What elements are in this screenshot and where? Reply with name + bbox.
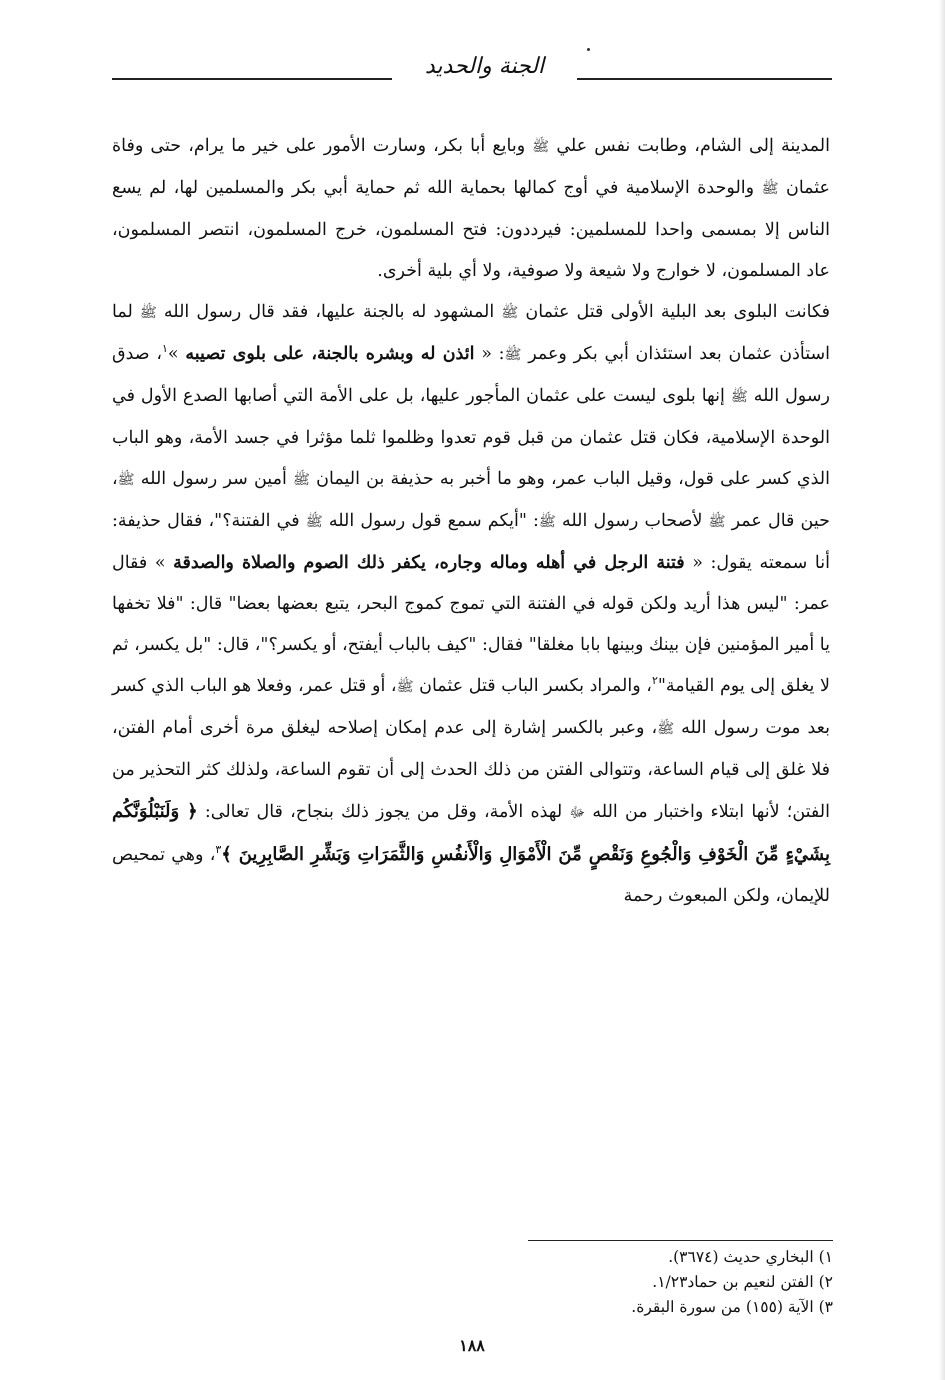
text-segment: ، حين قال عمر [112, 469, 830, 531]
paragraph-1 [112, 126, 830, 292]
footnote-ref-3[interactable]: ٣ [215, 843, 222, 857]
text-segment: ، والمراد بكسر الباب قتل عثمان [419, 676, 652, 696]
honorific-glyph: ﷺ [396, 679, 414, 695]
honorific-glyph: ﷺ [117, 472, 135, 488]
footnote-ref-1[interactable]: ١ [162, 342, 168, 356]
text-segment: ، أو قتل عمر، وفعلا هو الباب الذي كسر بعد موت رسول الله [112, 676, 830, 738]
honorific-glyph: ﷺ [730, 389, 748, 405]
paragraph-2 [112, 292, 830, 917]
text-segment: فكانت البلوى بعد البلية الأولى قتل عثمان [525, 302, 830, 322]
footnote-1: ١) البخاري حديث (٣٦٧٤). [668, 1248, 833, 1266]
honorific-glyph: ﷺ [708, 514, 726, 530]
honorific-glyph: ﷺ [305, 514, 323, 530]
body-text [112, 126, 830, 917]
header-rule-right [577, 78, 832, 80]
footnote-2: ٢) الفتن لنعيم بن حماد١/٢٣. [652, 1273, 833, 1291]
honorific-glyph: ﷺ [504, 347, 522, 363]
text-segment: ، وعبر بالكسر إشارة إلى عدم إمكان إصلاحه ليغلق مرة أخرى أمام الفتن، فلا غلق إلى قيام الساعة، وتتوالى الفتن من ذلك الحدث إلى أن تقوم الساعة، ولذلك كثر التحذير من الفتن؛ لأنها ابتلاء واختبار من الله [112, 718, 830, 822]
text-segment: أمين سر رسول الله [140, 469, 287, 489]
text-segment: ، وهي تمحيص للإيمان، ولكن المبعوث رحمة [112, 845, 830, 906]
quran-verse: ﴿ وَلَنَبْلُوَنَّكُم بِشَيْءٍ مِّنَ الْخَوْفِ وَالْجُوعِ وَنَقْصٍ مِّنَ الْأَمْوَالِ وَالْأَنفُسِ وَالثَّمَرَاتِ وَبَشِّرِ الصَّابِرِينَ ﴾ [112, 801, 830, 865]
footnote-ref-2[interactable]: ٢ [651, 674, 658, 688]
text-segment: في الفتنة؟"، فقال حذيفة: أنا سمعته يقول: « [112, 511, 830, 573]
honorific-glyph: ﷺ [761, 181, 779, 197]
text-segment: لما استأذن عثمان بعد استئذان أبي بكر وعمر [112, 302, 830, 364]
footnote-divider [528, 1240, 833, 1241]
page-number: ١٨٨ [459, 1336, 485, 1355]
hadith-quote: فتنة الرجل في أهله وماله وجاره، يكفر ذلك الصوم والصلاة والصدقة [173, 553, 685, 573]
text-segment: » [167, 344, 179, 364]
honorific-glyph: ﷺ [657, 721, 675, 737]
honorific-glyph: ﷺ [293, 472, 310, 488]
text-segment: لهذه الأمة، وقل من يجوز ذلك بنجاح، قال تعالى: [204, 802, 563, 822]
text-segment: وبايع أبا بكر، وسارت الأمور على خير ما يرام، حتى وفاة عثمان [112, 136, 830, 198]
honorific-glyph: ﷺ [532, 139, 550, 155]
text-segment: : « [481, 344, 505, 364]
header-title: الجنة والحديد [424, 54, 545, 79]
header-rule-left [112, 78, 392, 80]
text-segment: ، صدق رسول الله [112, 344, 830, 406]
text-segment: المدينة إلى الشام، وطابت نفس علي [556, 136, 830, 156]
honorific-glyph: ﷻ [569, 805, 586, 821]
text-segment: : "أيكم سمع قول رسول الله [328, 511, 539, 531]
honorific-glyph: ﷺ [538, 514, 556, 530]
text-segment: » فقال عمر: "ليس هذا أريد ولكن قوله في الفتنة التي تموج كموج البحر، يتبع بعضها بعضا" قال: "فلا تخفها يا أمير المؤمنين فإن بينك وبينها بابا مغلقا" فقال: "كيف بالباب أيفتح، أو يكسر؟"، قال: "بل يكسر، ثم لا يغلق إلى يوم القيامة" [112, 553, 830, 696]
honorific-glyph: ﷺ [501, 305, 519, 321]
text-segment: والوحدة الإسلامية في أوج كمالها بحماية الله ثم حماية أبي بكر والمسلمين لها، لم يسع الناس إلا بمسمى واحدا للمسلمين: فيرددون: فتح المسلمون، خرج المسلمون، انتصر المسلمون، عاد المسلمون، لا خوارج ولا شيعة ولا صوفية، ولا أي بلية أخرى. [112, 178, 830, 281]
hadith-quote: ائذن له وبشره بالجنة، على بلوى تصيبه [185, 344, 475, 364]
footnotes [333, 1245, 833, 1320]
text-segment: لأصحاب رسول الله [561, 511, 703, 531]
footnote-3: ٣) الآية (١٥٥) من سورة البقرة. [631, 1298, 833, 1316]
page-edge-shadow [939, 0, 945, 1380]
running-header [112, 52, 832, 102]
honorific-glyph: ﷺ [139, 305, 157, 321]
header-dot [587, 48, 590, 51]
text-segment: إنها بلوى ليست على عثمان المأجور عليها، بل على الأمة التي أصابها الصدع الأول في الوحدة الإسلامية، فكان قتل عثمان من قبل قوم تعدوا وظلموا ثلما مؤثرا في جسد الأمة، وهو الباب الذي كسر على قول، وقيل الباب عمر، وهو ما أخبر به حذيفة بن اليمان [112, 386, 830, 489]
text-segment: المشهود له بالجنة عليها، فقد قال رسول الله [163, 302, 495, 322]
